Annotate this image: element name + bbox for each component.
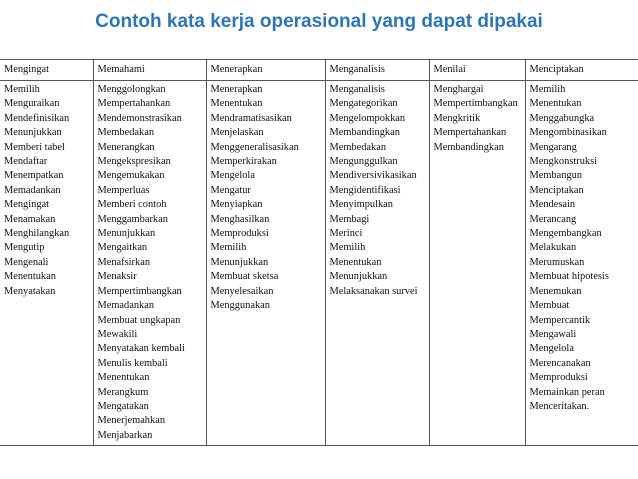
- page-title: Contoh kata kerja operasional yang dapat dipakai: [95, 11, 543, 32]
- verb-table: [0, 59, 638, 446]
- verb-item: Mengatur: [210, 184, 251, 196]
- verb-item: Mengenali: [4, 256, 49, 268]
- verb-item: Menghargai: [433, 84, 484, 95]
- verb-item: Mempertahankan: [97, 98, 171, 110]
- verb-item: Merangkum: [97, 386, 149, 398]
- verb-item: Memadankan: [4, 184, 61, 196]
- verb-item: Merinci: [329, 228, 363, 240]
- verb-item: Menulis kembali: [97, 357, 168, 369]
- verb-item: Membandingkan: [433, 141, 504, 153]
- verb-item: Mendiversivikasikan: [329, 170, 417, 182]
- verb-item: Membangun: [529, 170, 583, 182]
- verb-item: Memperluas: [97, 184, 150, 196]
- verb-item: Menunjukkan: [4, 127, 62, 139]
- verb-item: Menafsirkan: [97, 256, 151, 268]
- verb-item: Menggeneralisasikan: [210, 141, 299, 153]
- verb-item: Mendaftar: [4, 156, 48, 168]
- verb-item: Menerangkan: [97, 141, 155, 153]
- verb-item: Mempercantik: [529, 314, 591, 326]
- verb-item: Mengatakan: [97, 400, 149, 412]
- column-menciptakan: [525, 81, 638, 446]
- verb-item: Membandingkan: [329, 127, 400, 139]
- verb-item: Menempatkan: [4, 170, 64, 182]
- verb-item: Menyimpulkan: [329, 199, 393, 211]
- verb-item: Menjelaskan: [210, 127, 264, 139]
- verb-item: Menamakan: [4, 213, 56, 225]
- verb-item: Menaksir: [97, 271, 137, 283]
- verb-item: Mengaitkan: [97, 242, 148, 254]
- verb-item: Mengelola: [210, 170, 255, 182]
- verb-item: Mengkritik: [433, 112, 481, 124]
- verb-item: Merencanakan: [529, 357, 591, 369]
- verb-item: Menciptakan: [529, 184, 584, 196]
- verb-item: Menentukan: [210, 98, 263, 110]
- verb-item: Melakukan: [529, 242, 577, 254]
- verb-item: Mendefinisikan: [4, 112, 70, 124]
- column-mengingat: [0, 81, 93, 446]
- verb-item: Mempertimbangkan: [433, 98, 518, 110]
- verb-item: Menemukan: [529, 285, 582, 297]
- verb-item: Merancang: [529, 213, 577, 225]
- verb-item: Menunjukkan: [210, 256, 269, 268]
- verb-item: Menggunakan: [210, 300, 270, 312]
- verb-item: Menyatakan: [4, 285, 56, 297]
- verb-item: Mendesain: [529, 199, 576, 211]
- verb-item: Membagi: [329, 213, 370, 225]
- verb-item: Mengategorikan: [329, 98, 398, 110]
- verb-item: Memberi tabel: [4, 141, 65, 153]
- header-memahami: Memahami: [93, 60, 206, 81]
- verb-item: Memproduksi: [529, 372, 588, 384]
- verb-item: Membedakan: [329, 141, 387, 153]
- verb-item: Menentukan: [329, 256, 382, 268]
- verb-item: Membuat sketsa: [210, 271, 279, 283]
- verb-item: Menjabarkan: [97, 429, 153, 441]
- verb-item: Mengelola: [529, 343, 574, 355]
- verb-item: Menggolongkan: [97, 84, 166, 95]
- verb-item: Memilih: [4, 84, 40, 95]
- verb-item: Memberi contoh: [97, 199, 167, 211]
- verb-item: Menentukan: [529, 98, 582, 110]
- verb-item: Mendemonstrasikan: [97, 112, 182, 124]
- verb-item: Mengingat: [4, 199, 50, 211]
- verb-item: Mengelompokkan: [329, 112, 406, 124]
- header-menganalisis: Menganalisis: [325, 60, 429, 81]
- column-menganalisis: [325, 81, 429, 446]
- verb-item: Menyiapkan: [210, 199, 263, 211]
- verb-item: Mengekspresikan: [97, 156, 171, 168]
- verb-item: Menerjemahkan: [97, 415, 166, 427]
- verb-item: Menceritakan.: [529, 400, 590, 412]
- verb-item: Menentukan: [97, 372, 150, 384]
- header-menilai: Menilai: [429, 60, 525, 81]
- verb-item: Menyatakan kembali: [97, 343, 185, 355]
- verb-item: Mengemukakan: [97, 170, 165, 182]
- verb-item: Mengunggulkan: [329, 156, 398, 168]
- verb-item: Menunjukkan: [97, 228, 156, 240]
- verb-item: Menghasilkan: [210, 213, 270, 225]
- verb-item: Mewakili: [97, 328, 138, 340]
- verb-item: Menerapkan: [210, 84, 263, 95]
- verb-item: Menganalisis: [329, 84, 385, 95]
- verb-item: Menyelesaikan: [210, 285, 274, 297]
- verb-item: Memilih: [210, 242, 247, 254]
- column-memahami: [93, 81, 206, 446]
- verb-item: Mengombinasikan: [529, 127, 607, 139]
- verb-item: Mengawali: [529, 328, 577, 340]
- verb-item: Mengidentifikasi: [329, 184, 401, 196]
- verb-item: Memperkirakan: [210, 156, 277, 168]
- verb-item: Memainkan peran: [529, 386, 605, 398]
- column-menerapkan: [206, 81, 325, 446]
- verb-item: Menunjukkan: [329, 271, 388, 283]
- verb-item: Mengkonstruksi: [529, 156, 598, 168]
- verb-item: Menentukan: [4, 271, 56, 283]
- verb-item: Mempertahankan: [433, 127, 507, 139]
- verb-item: Mengembangkan: [529, 228, 602, 240]
- verb-item: Mempertimbangkan: [97, 285, 182, 297]
- header-mengingat: Mengingat: [0, 60, 93, 81]
- header-menerapkan: Menerapkan: [206, 60, 325, 81]
- verb-item: Memilih: [329, 242, 366, 254]
- verb-item: Membedakan: [97, 127, 155, 139]
- verb-item: Menghilangkan: [4, 228, 70, 240]
- verb-item: Mengarang: [529, 141, 577, 153]
- verb-item: Menguraikan: [4, 98, 60, 110]
- table-header-row: [0, 60, 638, 81]
- verb-item: Membuat ungkapan: [97, 314, 181, 326]
- verb-item: Mendramatisasikan: [210, 112, 292, 124]
- verb-item: Membuat hipotesis: [529, 271, 609, 283]
- verb-item: Melaksanakan survei: [329, 285, 418, 297]
- verb-item: Memadankan: [97, 300, 155, 312]
- verb-item: Membuat: [529, 300, 570, 312]
- verb-item: Memproduksi: [210, 228, 269, 240]
- table-body-row: [0, 81, 638, 446]
- verb-item: Memilih: [529, 84, 566, 95]
- verb-item: Merumuskan: [529, 256, 585, 268]
- header-menciptakan: Menciptakan: [525, 60, 638, 81]
- verb-item: Menggambarkan: [97, 213, 168, 225]
- verb-item: Mengutip: [4, 242, 45, 254]
- column-menilai: [429, 81, 525, 446]
- verb-item: Menggabungka: [529, 112, 595, 124]
